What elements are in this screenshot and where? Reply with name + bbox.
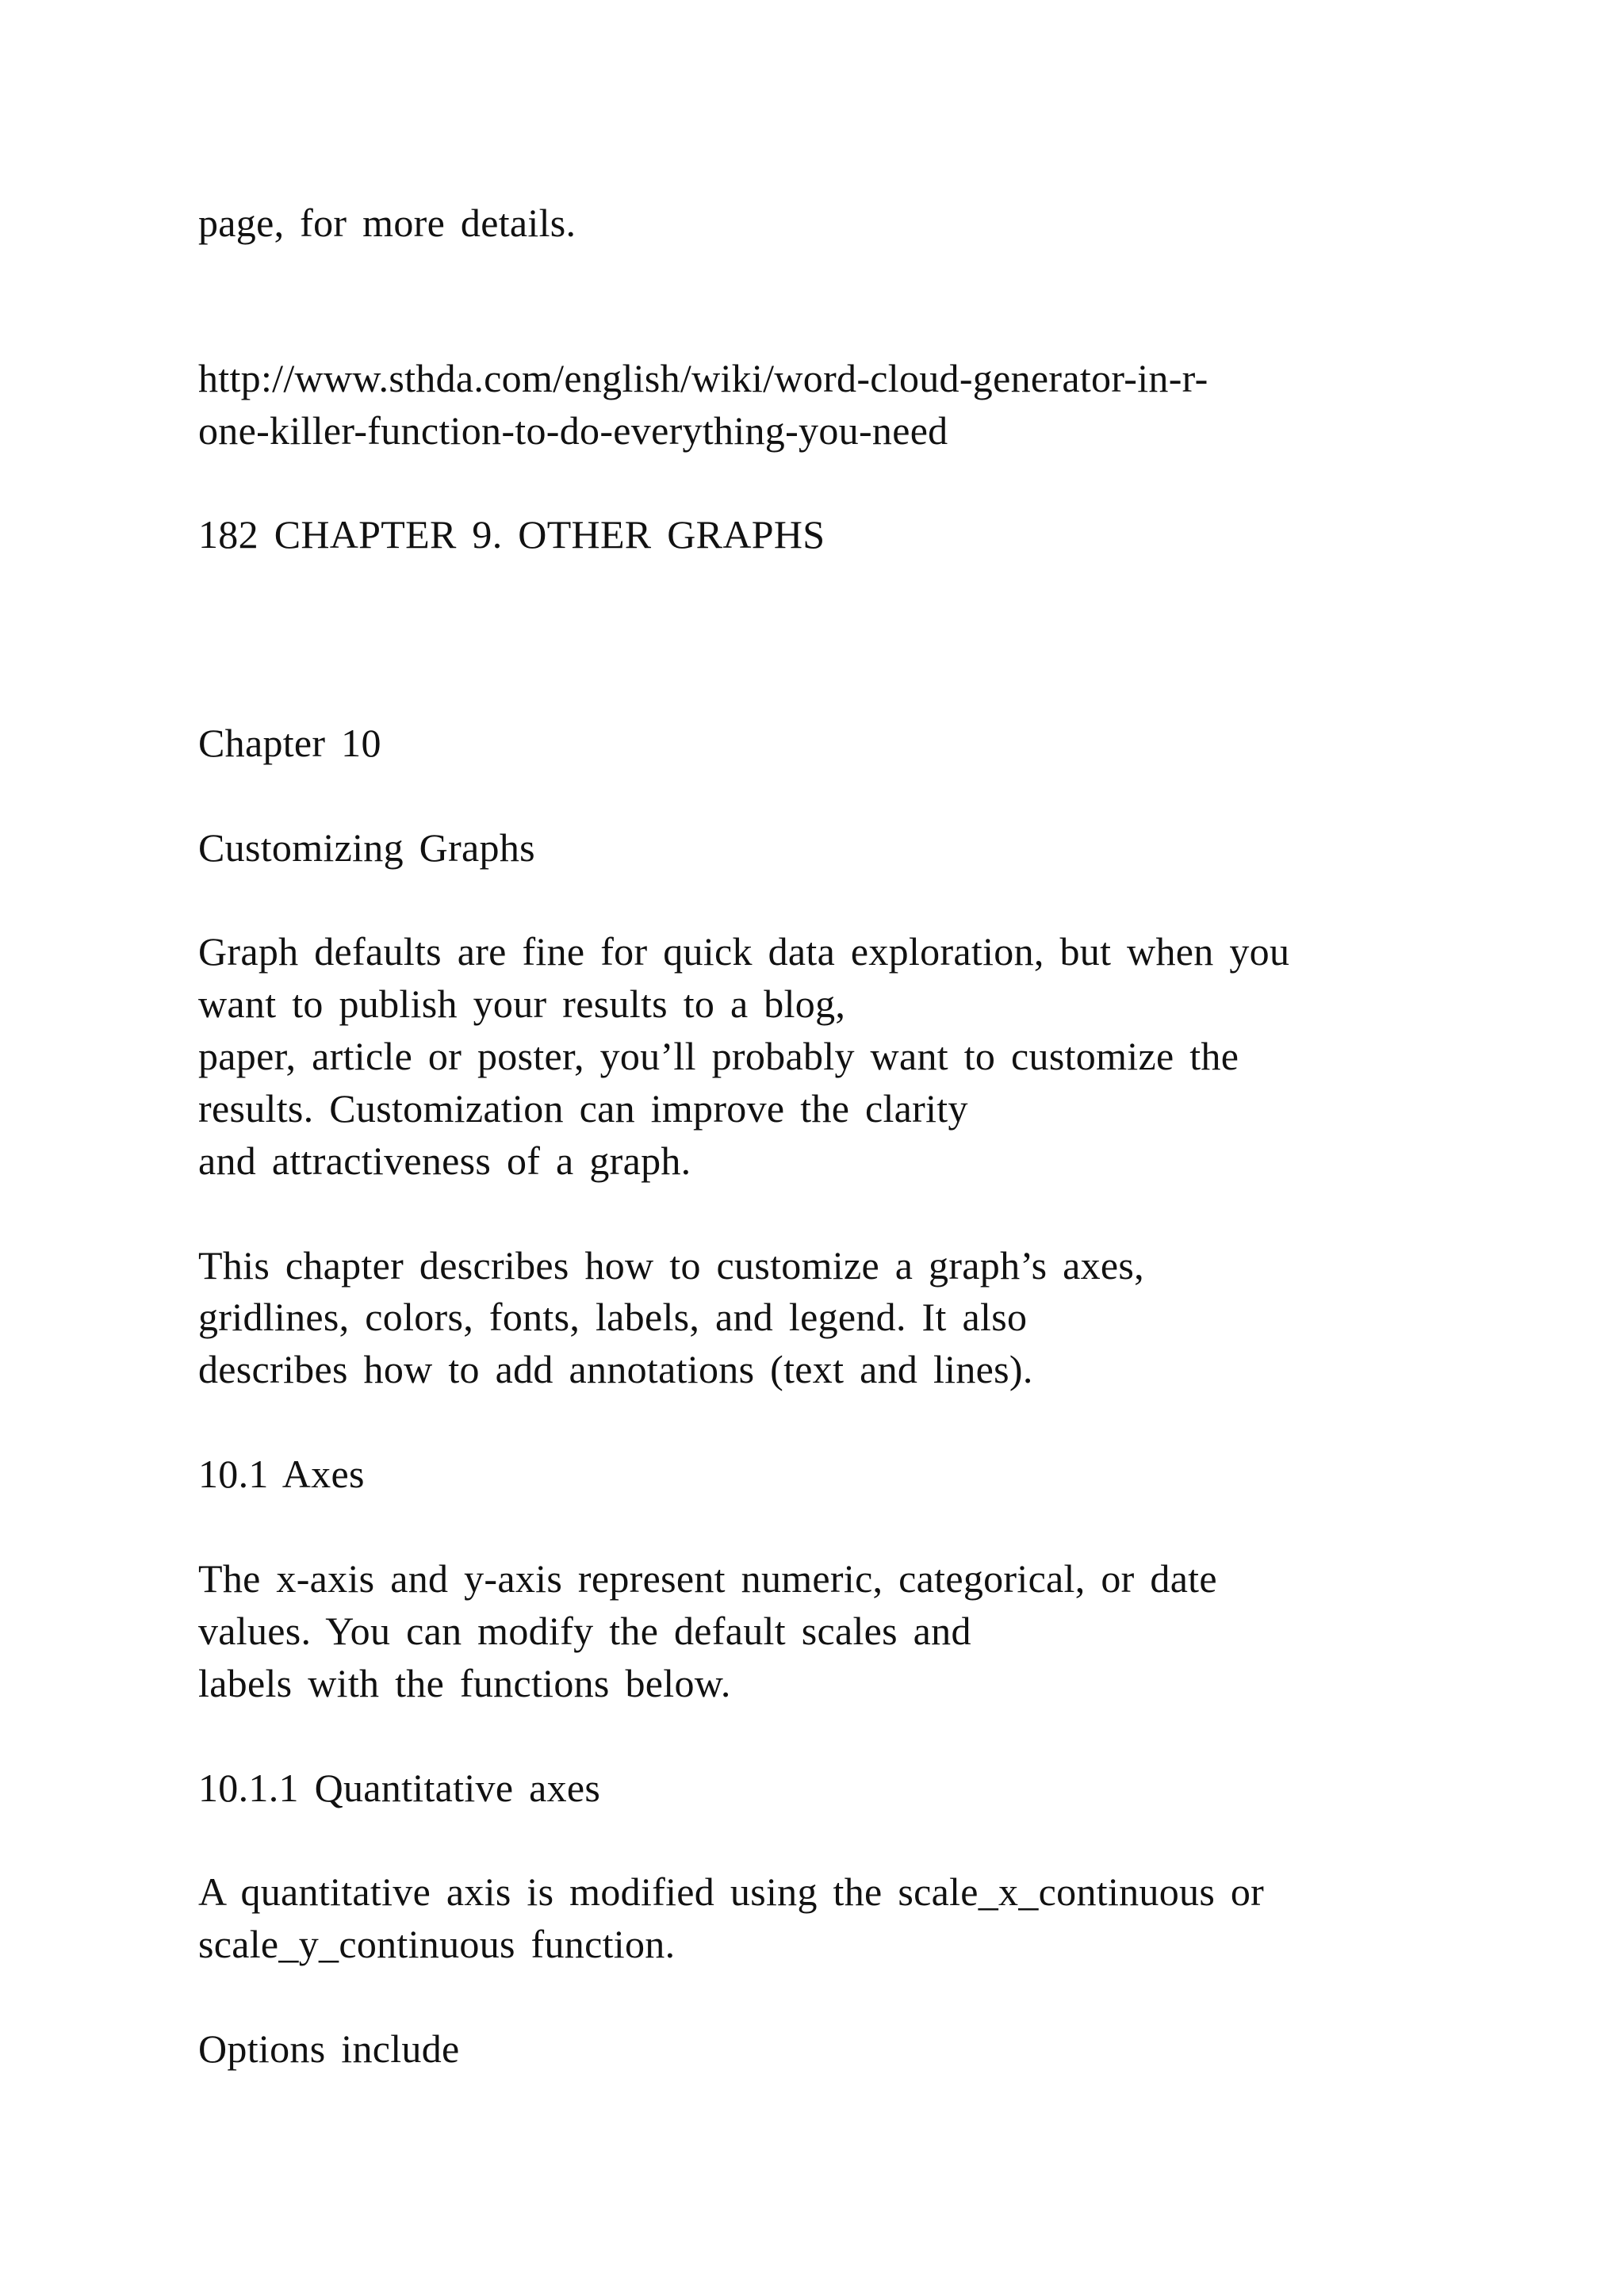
summary-line: gridlines, colors, fonts, labels, and legend. It also [198,1295,1028,1339]
intro-line: and attractiveness of a graph. [198,1138,691,1183]
axes-line: labels with the functions below. [198,1661,731,1705]
axes-line: The x-axis and y-axis represent numeric, categorical, or date [198,1556,1217,1601]
chapter-title: Customizing Graphs [198,825,535,870]
axes-line: values. You can modify the default scales and [198,1609,971,1653]
intro-line: want to publish your results to a blog, [198,982,846,1026]
running-header: 182 CHAPTER 9. OTHER GRAPHS [198,512,825,557]
url-line: one-killer-function-to-do-everything-you-need [198,408,948,453]
chapter-label: Chapter 10 [198,721,381,765]
intro-line: Graph defaults are fine for quick data exploration, but when you [198,929,1290,974]
summary-line: describes how to add annotations (text and lines). [198,1347,1033,1391]
quant-line: scale_y_continuous function. [198,1922,676,1966]
subsection-heading: 10.1.1 Quantitative axes [198,1766,601,1810]
intro-line: paper, article or poster, you’ll probably want to customize the [198,1034,1239,1078]
options-line: Options include [198,2026,460,2071]
summary-line: This chapter describes how to customize a graph’s axes, [198,1243,1144,1288]
continuation-text: page, for more details. [198,201,576,245]
section-heading: 10.1 Axes [198,1452,365,1496]
url-line: http://www.sthda.com/english/wiki/word-cloud-generator-in-r- [198,356,1208,400]
intro-line: results. Customization can improve the clarity [198,1086,968,1131]
quant-line: A quantitative axis is modified using the scale_x_continuous or [198,1869,1265,1914]
